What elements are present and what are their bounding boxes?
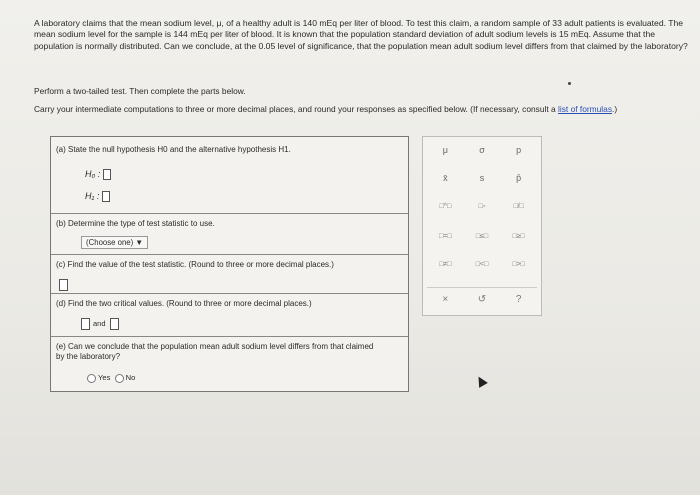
palette-row-3 xyxy=(427,203,537,215)
h0-label: H₀ : xyxy=(85,169,101,179)
yes-radio[interactable] xyxy=(87,374,96,383)
subscript-button[interactable]: □▫ xyxy=(478,203,486,210)
gt-button[interactable]: □>□ xyxy=(512,261,525,268)
palette-row-2 xyxy=(427,173,537,183)
clear-icon[interactable]: × xyxy=(442,293,449,305)
phat-symbol[interactable]: p̂ xyxy=(516,173,522,183)
no-radio[interactable] xyxy=(115,374,124,383)
h1-label: H₁ : xyxy=(85,191,100,201)
critical-value-1-input[interactable] xyxy=(81,318,90,330)
part-e-label: (e) Can we conclude that the population mean adult sodium level differs from that claimed by the laboratory? xyxy=(56,342,374,361)
superscript-button[interactable]: □^□ xyxy=(439,203,452,210)
problem-statement xyxy=(34,18,689,52)
h0-input[interactable] xyxy=(103,169,111,180)
yes-no-options xyxy=(87,373,135,383)
critical-value-2-input[interactable] xyxy=(110,318,119,330)
xbar-symbol[interactable]: x̄ xyxy=(443,173,448,183)
h1-input[interactable] xyxy=(102,191,110,202)
leq-button[interactable]: □≤□ xyxy=(475,233,489,240)
test-statistic-input[interactable] xyxy=(59,279,68,291)
section-a xyxy=(51,137,408,214)
equals-button[interactable]: □=□ xyxy=(439,233,452,240)
help-icon[interactable]: ? xyxy=(515,293,522,305)
part-b-label: (b) Determine the type of test statistic to use. xyxy=(56,219,215,228)
carry-text: Carry your intermediate computations to three or more decimal places, and round your responses as specified below. (If necessary, consult a xyxy=(34,104,556,114)
s-symbol[interactable]: s xyxy=(479,173,485,183)
formulas-link[interactable]: list of formulas xyxy=(558,104,613,114)
null-hypothesis-row xyxy=(85,169,111,180)
neq-button[interactable]: □≠□ xyxy=(439,261,452,268)
decorative-dot xyxy=(568,82,571,85)
part-d-label: (d) Find the two critical values. (Round to three or more decimal places.) xyxy=(56,299,312,308)
palette-row-5 xyxy=(427,261,537,273)
undo-icon[interactable]: ↺ xyxy=(477,293,487,305)
palette-footer xyxy=(427,287,537,310)
palette-row-1 xyxy=(427,145,537,155)
problem-paragraph: A laboratory claims that the mean sodium level, μ, of a healthy adult is 140 mEq per liter of blood. To test this claim, a random sample of 33 adult patients is evaluated. The mean sodium level for the sample is 144 mEq per liter of blood. It is known that the population standard deviation of adult sodium levels is 15 mEq. Assume that the population is normally distributed. Can we conclude, at the 0.05 level of significance, that the population mean adult sodium level differs from that claimed by the laboratory? xyxy=(34,18,688,51)
lt-button[interactable]: □<□ xyxy=(475,261,489,268)
yes-label: Yes xyxy=(98,373,111,382)
section-c xyxy=(51,255,408,294)
section-e xyxy=(51,337,408,390)
carry-instruction xyxy=(34,104,674,115)
mu-symbol[interactable]: μ xyxy=(442,145,448,155)
part-c-label: (c) Find the value of the test statistic. (Round to three or more decimal places.) xyxy=(56,260,334,269)
section-d xyxy=(51,294,408,337)
p-symbol[interactable]: p xyxy=(516,145,522,155)
no-label: No xyxy=(125,373,136,382)
mouse-cursor-icon xyxy=(474,374,488,388)
palette-row-4 xyxy=(427,233,537,245)
symbol-palette xyxy=(422,136,542,316)
perform-instruction: Perform a two-tailed test. Then complete the parts below. xyxy=(34,86,246,96)
section-b xyxy=(51,214,408,255)
alt-hypothesis-row xyxy=(85,191,110,202)
carry-end: .) xyxy=(612,104,618,114)
test-statistic-select[interactable]: (Choose one) ▼ xyxy=(81,236,148,249)
and-label: and xyxy=(93,319,106,328)
geq-button[interactable]: □≥□ xyxy=(512,233,525,240)
sigma-symbol[interactable]: σ xyxy=(479,145,485,155)
answer-panel xyxy=(50,136,409,392)
part-a-label: (a) State the null hypothesis H0 and the alternative hypothesis H1. xyxy=(56,145,291,154)
fraction-button[interactable]: □/□ xyxy=(513,203,524,210)
